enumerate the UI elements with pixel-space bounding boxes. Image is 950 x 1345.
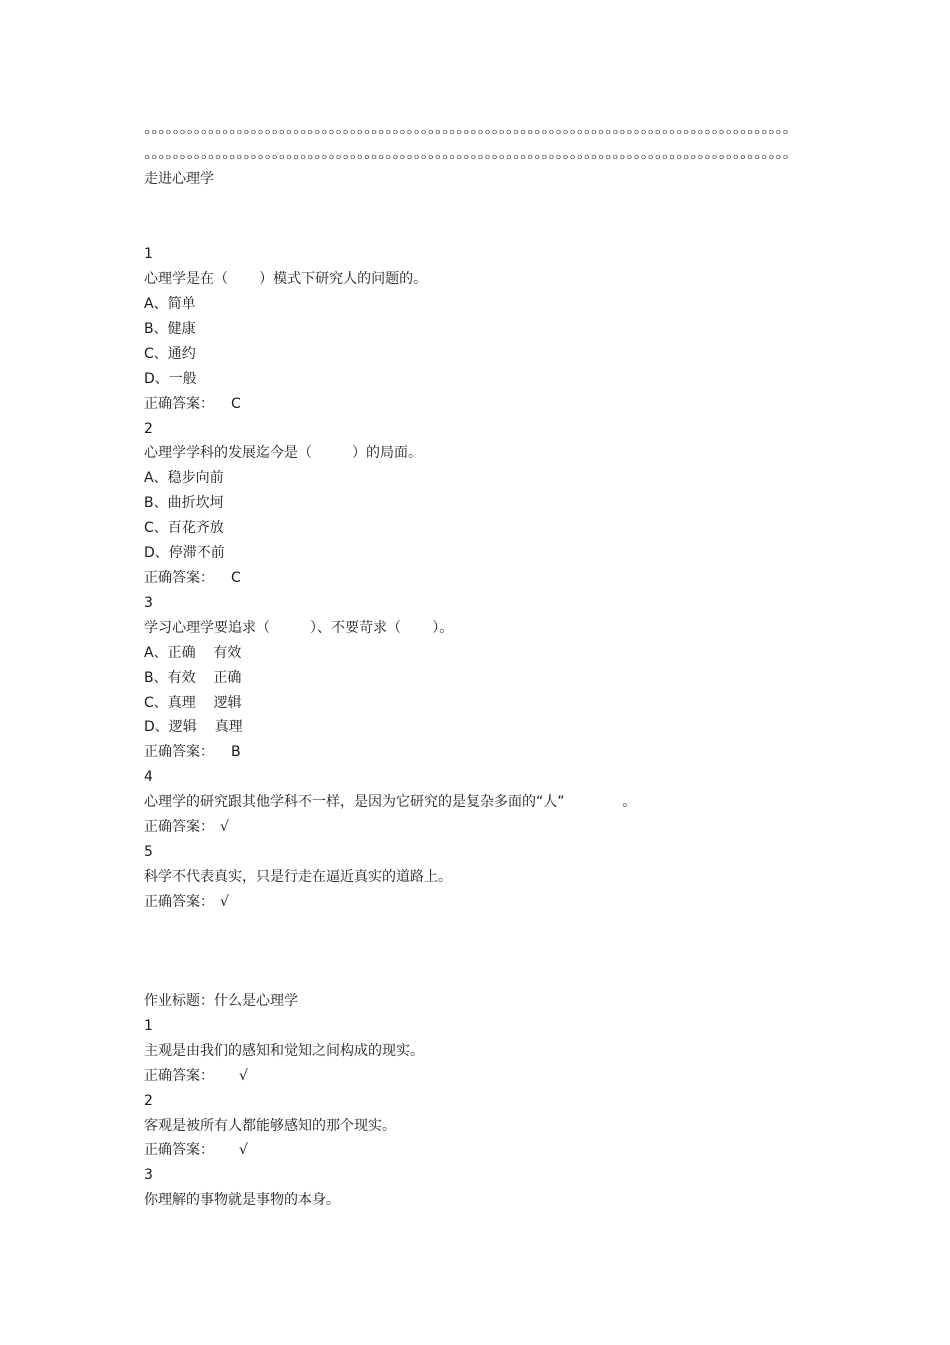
answer-value: C — [231, 396, 241, 412]
question-text: 主观是由我们的感知和觉知之间构成的现实。 — [144, 1043, 424, 1059]
question-text: 心理学学科的发展迄今是（ ）的局面。 — [144, 445, 423, 461]
question-text: 学习心理学要追求（ ）、不要苛求（ ）。 — [144, 620, 454, 636]
option: A、正确 有效 — [144, 645, 242, 661]
option: C、真理 逻辑 — [144, 695, 242, 711]
answer-value: √ — [220, 819, 229, 835]
option: B、曲折坎坷 — [144, 495, 224, 511]
option: D、一般 — [144, 371, 197, 387]
option: B、健康 — [144, 321, 196, 337]
answer-label: 正确答案： — [144, 744, 214, 760]
question-text: 你理解的事物就是事物的本身。 — [144, 1192, 340, 1208]
question-text: 心理学是在（ ）模式下研究人的问题的。 — [144, 271, 428, 287]
option: D、逻辑 真理 — [144, 719, 243, 735]
answer-label: 正确答案： — [144, 1142, 214, 1158]
option: A、稳步向前 — [144, 470, 224, 486]
answer-label: 正确答案： — [144, 570, 214, 586]
section-title: 作业标题：什么是心理学 — [144, 993, 298, 1009]
question-text: 心理学的研究跟其他学科不一样，是因为它研究的是复杂多面的“人” 。 — [144, 794, 637, 810]
option: A、简单 — [144, 296, 196, 312]
answer-value: √ — [239, 1142, 248, 1158]
question-text: 科学不代表真实，只是行走在逼近真实的道路上。 — [144, 869, 452, 885]
answer-label: 正确答案： — [144, 396, 214, 412]
option: C、通约 — [144, 346, 196, 362]
answer-label: 正确答案： — [144, 819, 214, 835]
question-number: 2 — [144, 1093, 153, 1109]
question-number: 1 — [144, 246, 153, 262]
option: B、有效 正确 — [144, 670, 242, 686]
question-number: 3 — [144, 595, 153, 611]
answer-label: 正确答案： — [144, 1068, 214, 1084]
question-number: 2 — [144, 421, 153, 437]
section-title: 走进心理学 — [144, 171, 214, 187]
answer-value: C — [231, 570, 241, 586]
answer-label: 正确答案： — [144, 894, 214, 910]
option: C、百花齐放 — [144, 520, 224, 536]
question-number: 3 — [144, 1167, 153, 1183]
question-number: 4 — [144, 769, 153, 785]
answer-value: B — [231, 744, 241, 760]
question-text: 客观是被所有人都能够感知的那个现实。 — [144, 1118, 396, 1134]
question-number: 5 — [144, 844, 153, 860]
answer-value: √ — [220, 894, 229, 910]
answer-value: √ — [239, 1068, 248, 1084]
question-number: 1 — [144, 1018, 153, 1034]
dotted-divider — [144, 154, 790, 160]
dotted-divider — [144, 129, 790, 135]
option: D、停滞不前 — [144, 545, 225, 561]
